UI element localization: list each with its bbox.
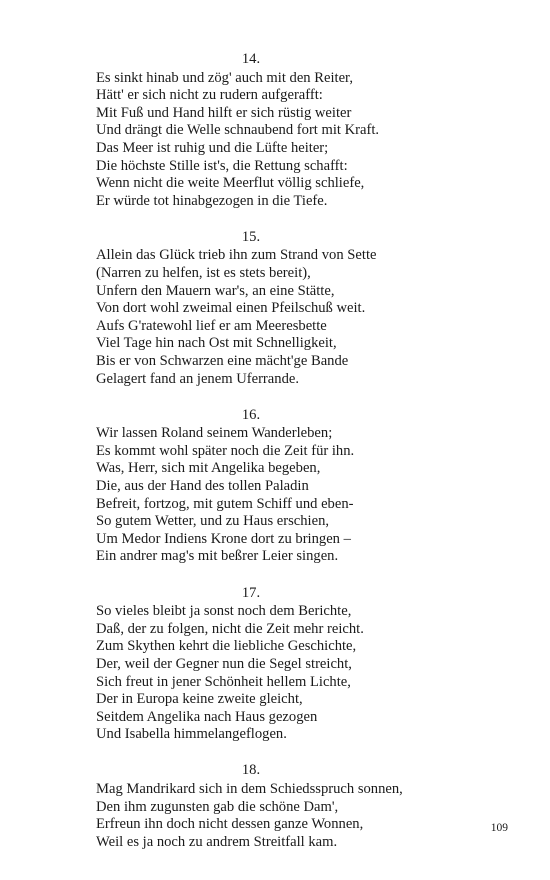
verse-line: So gutem Wetter, und zu Haus erschien, <box>96 513 330 530</box>
verse-line: Mit Fuß und Hand hilft er sich rüstig weiter <box>96 104 352 121</box>
stanza-17 <box>96 585 516 744</box>
stanza-15 <box>96 229 516 388</box>
verse-line: Bis er von Schwarzen eine mächt'ge Bande <box>96 353 349 369</box>
stanza-number: 15. <box>241 228 261 245</box>
verse-line: Ein andrer mag's mit beßrer Leier singen. <box>96 548 339 565</box>
verse-line: Der, weil der Gegner nun die Segel streicht, <box>96 655 352 672</box>
poem-page <box>96 51 516 870</box>
verse-line: Es kommt wohl später noch die Zeit für ihn. <box>96 442 355 459</box>
stanza-14 <box>96 51 516 210</box>
stanza-16 <box>96 407 516 566</box>
stanza-number: 18. <box>241 762 261 779</box>
verse-line: Viel Tage hin nach Ost mit Schnelligkeit, <box>96 335 337 352</box>
verse-line: Erfreun ihn doch nicht dessen ganze Wonnen, <box>96 816 364 833</box>
verse-line: Seitdem Angelika nach Haus gezogen <box>96 708 318 725</box>
stanza-18 <box>96 762 516 851</box>
verse-line: Weil es ja noch zu andrem Streitfall kam. <box>96 833 338 850</box>
verse-line: Sich freut in jener Schönheit hellem Lichte, <box>96 673 351 690</box>
verse-line: Hätt' er sich nicht zu rudern aufgerafft: <box>96 87 323 104</box>
verse-line: Was, Herr, sich mit Angelika begeben, <box>96 460 321 477</box>
stanza-number: 16. <box>241 406 261 423</box>
verse-line: Es sinkt hinab und zög' auch mit den Reiter, <box>96 69 353 86</box>
verse-line: Das Meer ist ruhig und die Lüfte heiter; <box>96 139 329 156</box>
verse-line: Die höchste Stille ist's, die Rettung schafft: <box>96 157 348 174</box>
verse-line: Aufs G'ratewohl lief er am Meeresbette <box>96 317 327 334</box>
verse-line: Wir lassen Roland seinem Wanderleben; <box>96 425 333 442</box>
page-number: 109 <box>490 822 508 834</box>
stanza-number: 17. <box>241 584 261 601</box>
verse-line: Und Isabella himmelangeflogen. <box>96 726 287 743</box>
verse-line: Und drängt die Welle schnaubend fort mit Kraft. <box>96 122 380 139</box>
verse-line: So vieles bleibt ja sonst noch dem Berichte, <box>96 603 352 620</box>
verse-line: Daß, der zu folgen, nicht die Zeit mehr reicht. <box>96 620 364 637</box>
verse-line: Wenn nicht die weite Meerflut völlig schliefe, <box>96 175 365 192</box>
verse-line: Gelagert fand an jenem Uferrande. <box>96 370 299 387</box>
stanza-number: 14. <box>241 51 261 67</box>
verse-line: Befreit, fortzog, mit gutem Schiff und eben- <box>96 495 354 512</box>
verse-line: Er würde tot hinabgezogen in die Tiefe. <box>96 192 328 209</box>
verse-line: Der in Europa keine zweite gleicht, <box>96 691 303 708</box>
verse-line: Den ihm zugunsten gab die schöne Dam', <box>96 798 339 815</box>
verse-line: Allein das Glück trieb ihn zum Strand von Sette <box>96 247 377 264</box>
verse-line: Zum Skythen kehrt die liebliche Geschichte, <box>96 638 357 655</box>
verse-line: Mag Mandrikard sich in dem Schiedsspruch sonnen, <box>96 780 403 797</box>
verse-line: Von dort wohl zweimal einen Pfeilschuß weit. <box>96 300 366 317</box>
verse-line: Unfern den Mauern war's, an eine Stätte, <box>96 282 335 299</box>
verse-line: Um Medor Indiens Krone dort zu bringen – <box>96 530 351 547</box>
verse-line: (Narren zu helfen, ist es stets bereit), <box>96 265 311 282</box>
verse-line: Die, aus der Hand des tollen Paladin <box>96 478 309 495</box>
